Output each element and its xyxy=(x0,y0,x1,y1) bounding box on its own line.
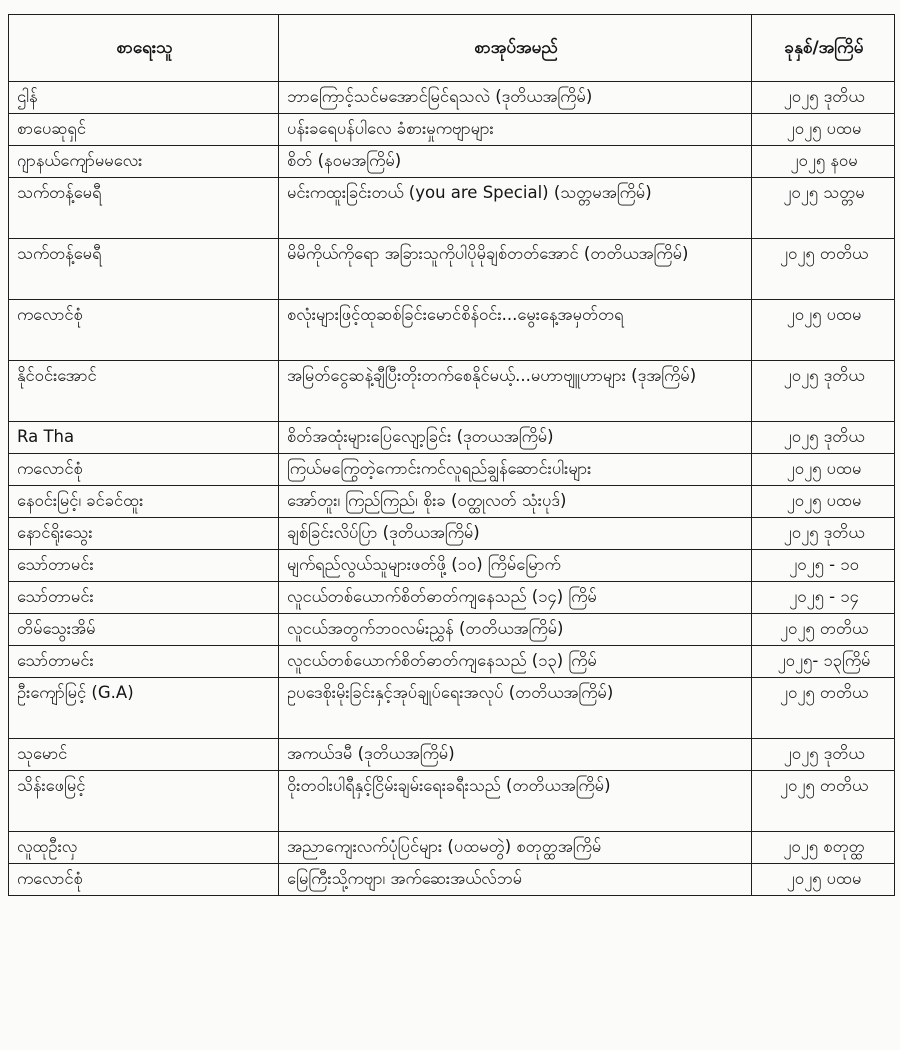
cell-year: ၂၀၂၅ ဒုတိယ xyxy=(752,361,895,422)
cell-title: စိတ်အထုံးများပြေလျော့ခြင်း (ဒုတယအကြိမ်) xyxy=(279,422,752,454)
table-row xyxy=(9,146,895,178)
table-row xyxy=(9,114,895,146)
cell-author: ဂျာနယ်ကျော်မမလေး xyxy=(9,146,279,178)
cell-author: နေဝင်းမြင့်၊ ခင်ခင်ထူး xyxy=(9,486,279,518)
cell-year: ၂၀၂၅ ပထမ xyxy=(752,300,895,361)
cell-author: ကလောင်စုံ xyxy=(9,864,279,896)
cell-author: သော်တာမင်း xyxy=(9,550,279,582)
cell-author: ဦးကျော်မြင့် (G.A) xyxy=(9,678,279,739)
cell-year: ၂၀၂၅ ပထမ xyxy=(752,454,895,486)
cell-author: ဌါန် xyxy=(9,82,279,114)
cell-title: စိတ် (နဝမအကြိမ်) xyxy=(279,146,752,178)
cell-title: အညာကျေးလက်ပုံပြင်များ (ပထမတွဲ) စတုတ္ထအကြိမ် xyxy=(279,832,752,864)
table-row xyxy=(9,832,895,864)
cell-title: အမြတ်ငွေဆနဲ့ချီပြီးတိုးတက်စေနိုင်မယ့်...မဟာဗျူဟာများ (ဒုအကြိမ်) xyxy=(279,361,752,422)
cell-year: ၂၀၂၅ ဒုတိယ xyxy=(752,518,895,550)
cell-title: ဥပဒေစိုးမိုးခြင်းနှင့်အုပ်ချုပ်ရေးအလုပ် (တတိယအကြိမ်) xyxy=(279,678,752,739)
header-author: စာရေးသူ xyxy=(9,15,279,82)
header-title: စာအုပ်အမည် xyxy=(279,15,752,82)
cell-title: လူငယ်တစ်ယောက်စိတ်ဓာတ်ကျနေသည် (၁၄) ကြိမ် xyxy=(279,582,752,614)
cell-year: ၂၀၂၅ ပထမ xyxy=(752,114,895,146)
table-row xyxy=(9,82,895,114)
cell-title: ဝိုးတဝါးပါရီနှင့်ငြိမ်းချမ်းရေးခရီးသည် (တတိယအကြိမ်) xyxy=(279,771,752,832)
cell-year: ၂၀၂၅ သတ္တမ xyxy=(752,178,895,239)
table-row xyxy=(9,550,895,582)
cell-author: ကလောင်စုံ xyxy=(9,300,279,361)
cell-title: မြေကြီးသို့ကဗျာ၊ အက်ဆေးအယ်လ်ဘမ် xyxy=(279,864,752,896)
table-row xyxy=(9,739,895,771)
cell-title: မိမိကိုယ်ကိုရော အခြားသူကိုပါပိုမိုချစ်တတ်အောင် (တတိယအကြိမ်) xyxy=(279,239,752,300)
cell-title: ပန်းခရေပန်ပါလေ ခံစားမှုကဗျာများ xyxy=(279,114,752,146)
cell-year: ၂၀၂၅ စတုတ္ထ xyxy=(752,832,895,864)
cell-author: ကလောင်စုံ xyxy=(9,454,279,486)
cell-year: ၂၀၂၅ ဒုတိယ xyxy=(752,82,895,114)
table-row xyxy=(9,422,895,454)
cell-year: ၂၀၂၅ တတိယ xyxy=(752,239,895,300)
table-row xyxy=(9,178,895,239)
table-row xyxy=(9,239,895,300)
table-row xyxy=(9,646,895,678)
table-body xyxy=(9,82,895,896)
cell-author: သုမောင် xyxy=(9,739,279,771)
table-row xyxy=(9,771,895,832)
table-header-row xyxy=(9,15,895,82)
cell-year: ၂၀၂၅ ဒုတိယ xyxy=(752,422,895,454)
cell-title: ကြယ်မကြွေတဲ့ကောင်းကင်လူရည်ချွန်ဆောင်းပါးများ xyxy=(279,454,752,486)
table-row xyxy=(9,518,895,550)
table-row xyxy=(9,454,895,486)
cell-author: သော်တာမင်း xyxy=(9,582,279,614)
table-row xyxy=(9,582,895,614)
table-row xyxy=(9,300,895,361)
cell-author: Ra Tha xyxy=(9,422,279,454)
cell-author: သက်တန့်မေရီ xyxy=(9,239,279,300)
cell-title: စလုံးများဖြင့်ထုဆစ်ခြင်းမောင်စိန်ဝင်း...မွေးနေ့အမှတ်တရ xyxy=(279,300,752,361)
cell-author: နောင်ရိုးသွေး xyxy=(9,518,279,550)
cell-title: ဘာကြောင့်သင်မအောင်မြင်ရသလဲ (ဒုတိယအကြိမ်) xyxy=(279,82,752,114)
cell-year: ၂၀၂၅ ပထမ xyxy=(752,486,895,518)
header-year: ခုနှစ်/အကြိမ် xyxy=(752,15,895,82)
cell-author: သိန်းဖေမြင့် xyxy=(9,771,279,832)
cell-year: ၂၀၂၅ တတိယ xyxy=(752,678,895,739)
cell-year: ၂၀၂၅- ၁၃ကြိမ် xyxy=(752,646,895,678)
cell-year: ၂၀၂၅ ဒုတိယ xyxy=(752,739,895,771)
cell-year: ၂၀၂၅ - ၁၀ xyxy=(752,550,895,582)
cell-year: ၂၀၂၅ နဝမ xyxy=(752,146,895,178)
table-row xyxy=(9,678,895,739)
cell-year: ၂၀၂၅ ပထမ xyxy=(752,864,895,896)
table-row xyxy=(9,864,895,896)
book-list-table xyxy=(8,14,895,896)
cell-title: မျက်ရည်လွယ်သူများဖတ်ဖို့ (၁၀) ကြိမ်မြောက် xyxy=(279,550,752,582)
cell-author: သက်တန့်မေရီ xyxy=(9,178,279,239)
table-row xyxy=(9,486,895,518)
cell-year: ၂၀၂၅ - ၁၄ xyxy=(752,582,895,614)
cell-author: သော်တာမင်း xyxy=(9,646,279,678)
cell-author: စာပေဆုရှင် xyxy=(9,114,279,146)
cell-title: အော်တူး၊ ကြည်ကြည်၊ စိုးခ (ဝတ္ထုလတ် သုံးပုဒ်) xyxy=(279,486,752,518)
table-row xyxy=(9,614,895,646)
cell-year: ၂၀၂၅ တတိယ xyxy=(752,614,895,646)
table-row xyxy=(9,361,895,422)
cell-title: လူငယ်တစ်ယောက်စိတ်ဓာတ်ကျနေသည် (၁၃) ကြိမ် xyxy=(279,646,752,678)
cell-title: မင်းကထူးခြင်းတယ် (you are Special) (သတ္တမအကြိမ်) xyxy=(279,178,752,239)
cell-title: လူငယ်အတွက်ဘဝလမ်းညွှန် (တတိယအကြိမ်) xyxy=(279,614,752,646)
cell-title: ချစ်ခြင်းလိပ်ပြာ (ဒုတိယအကြိမ်) xyxy=(279,518,752,550)
cell-author: လူထုဦးလှ xyxy=(9,832,279,864)
cell-author: တိမ်သွေးအိမ် xyxy=(9,614,279,646)
cell-year: ၂၀၂၅ တတိယ xyxy=(752,771,895,832)
cell-author: နိုင်ဝင်းအောင် xyxy=(9,361,279,422)
cell-title: အကယ်ဒမီ (ဒုတိယအကြိမ်) xyxy=(279,739,752,771)
